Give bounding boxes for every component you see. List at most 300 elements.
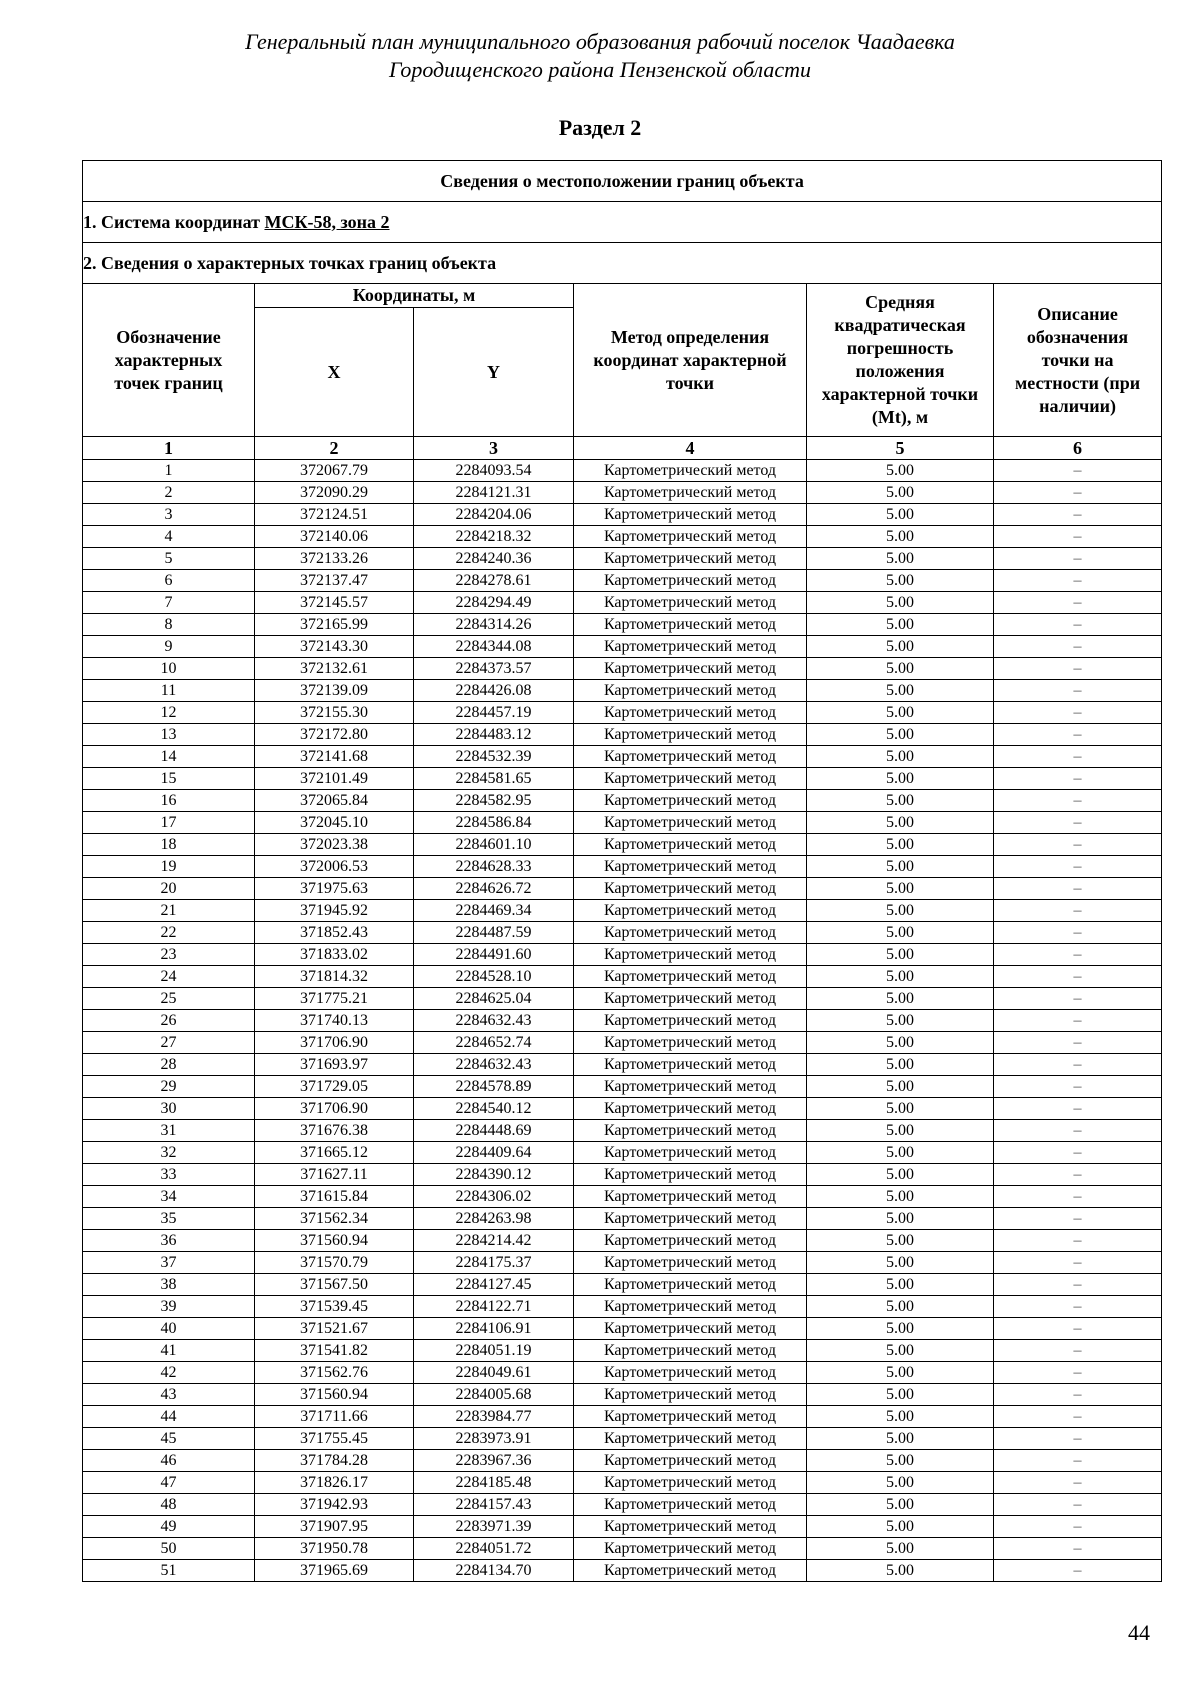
table-row xyxy=(83,988,1162,1010)
y-coordinate-cell: 2284121.31 xyxy=(414,482,574,504)
method-cell: Картометрический метод xyxy=(574,878,807,900)
table-row xyxy=(83,1472,1162,1494)
y-coordinate-cell: 2284390.12 xyxy=(414,1164,574,1186)
description-cell: – xyxy=(994,1296,1162,1318)
point-number-cell: 39 xyxy=(83,1296,255,1318)
point-number-cell: 30 xyxy=(83,1098,255,1120)
method-cell: Картометрический метод xyxy=(574,1428,807,1450)
table-row xyxy=(83,812,1162,834)
y-coordinate-cell: 2284582.95 xyxy=(414,790,574,812)
coordinate-system-value: МСК-58, зона 2 xyxy=(264,211,390,232)
error-cell: 5.00 xyxy=(807,966,994,988)
description-cell: – xyxy=(994,1252,1162,1274)
y-coordinate-cell: 2284491.60 xyxy=(414,944,574,966)
point-number-cell: 11 xyxy=(83,680,255,702)
error-cell: 5.00 xyxy=(807,548,994,570)
x-coordinate-cell: 372090.29 xyxy=(255,482,414,504)
method-cell: Картометрический метод xyxy=(574,1186,807,1208)
y-coordinate-cell: 2284483.12 xyxy=(414,724,574,746)
description-cell: – xyxy=(994,548,1162,570)
x-coordinate-cell: 371665.12 xyxy=(255,1142,414,1164)
error-cell: 5.00 xyxy=(807,1296,994,1318)
point-number-cell: 24 xyxy=(83,966,255,988)
header-line-1: Генеральный план муниципального образования рабочий поселок Чаадаевка xyxy=(245,29,955,54)
x-coordinate-cell: 372067.79 xyxy=(255,460,414,482)
error-cell: 5.00 xyxy=(807,1274,994,1296)
table-row xyxy=(83,746,1162,768)
error-cell: 5.00 xyxy=(807,1516,994,1538)
x-coordinate-cell: 371975.63 xyxy=(255,878,414,900)
description-cell: – xyxy=(994,1142,1162,1164)
error-cell: 5.00 xyxy=(807,504,994,526)
y-coordinate-cell: 2284278.61 xyxy=(414,570,574,592)
table-row xyxy=(83,1538,1162,1560)
x-coordinate-cell: 372145.57 xyxy=(255,592,414,614)
point-number-cell: 19 xyxy=(83,856,255,878)
points-heading: 2. Сведения о характерных точках границ объекта xyxy=(83,243,1162,284)
error-cell: 5.00 xyxy=(807,1010,994,1032)
x-coordinate-cell: 371706.90 xyxy=(255,1032,414,1054)
x-coordinate-cell: 372023.38 xyxy=(255,834,414,856)
table-row xyxy=(83,592,1162,614)
description-cell: – xyxy=(994,1472,1162,1494)
y-coordinate-cell: 2284426.08 xyxy=(414,680,574,702)
table-row xyxy=(83,504,1162,526)
description-cell: – xyxy=(994,1010,1162,1032)
table-row xyxy=(83,922,1162,944)
y-coordinate-cell: 2284448.69 xyxy=(414,1120,574,1142)
method-cell: Картометрический метод xyxy=(574,1120,807,1142)
table-row xyxy=(83,856,1162,878)
y-coordinate-cell: 2284628.33 xyxy=(414,856,574,878)
y-coordinate-cell: 2284632.43 xyxy=(414,1010,574,1032)
y-coordinate-cell: 2284294.49 xyxy=(414,592,574,614)
x-coordinate-cell: 371907.95 xyxy=(255,1516,414,1538)
table-row xyxy=(83,1494,1162,1516)
table-row xyxy=(83,1560,1162,1582)
point-number-cell: 36 xyxy=(83,1230,255,1252)
x-coordinate-cell: 371567.50 xyxy=(255,1274,414,1296)
y-coordinate-cell: 2284528.10 xyxy=(414,966,574,988)
table-row xyxy=(83,614,1162,636)
table-row xyxy=(83,1428,1162,1450)
table-row xyxy=(83,1032,1162,1054)
error-cell: 5.00 xyxy=(807,1098,994,1120)
point-number-cell: 49 xyxy=(83,1516,255,1538)
x-coordinate-cell: 372137.47 xyxy=(255,570,414,592)
x-coordinate-cell: 371560.94 xyxy=(255,1384,414,1406)
description-cell: – xyxy=(994,1120,1162,1142)
point-number-cell: 23 xyxy=(83,944,255,966)
table-row xyxy=(83,1076,1162,1098)
y-coordinate-cell: 2284586.84 xyxy=(414,812,574,834)
description-cell: – xyxy=(994,790,1162,812)
method-cell: Картометрический метод xyxy=(574,1274,807,1296)
method-cell: Картометрический метод xyxy=(574,790,807,812)
point-number-cell: 45 xyxy=(83,1428,255,1450)
error-cell: 5.00 xyxy=(807,1406,994,1428)
error-cell: 5.00 xyxy=(807,1208,994,1230)
y-coordinate-cell: 2284626.72 xyxy=(414,878,574,900)
x-coordinate-cell: 372124.51 xyxy=(255,504,414,526)
error-cell: 5.00 xyxy=(807,482,994,504)
method-cell: Картометрический метод xyxy=(574,1142,807,1164)
error-cell: 5.00 xyxy=(807,878,994,900)
y-coordinate-cell: 2284652.74 xyxy=(414,1032,574,1054)
method-cell: Картометрический метод xyxy=(574,746,807,768)
error-cell: 5.00 xyxy=(807,614,994,636)
y-coordinate-cell: 2284093.54 xyxy=(414,460,574,482)
description-cell: – xyxy=(994,878,1162,900)
point-number-cell: 17 xyxy=(83,812,255,834)
x-coordinate-cell: 371560.94 xyxy=(255,1230,414,1252)
method-cell: Картометрический метод xyxy=(574,988,807,1010)
column-number: 2 xyxy=(255,437,414,460)
table-row xyxy=(83,1296,1162,1318)
error-cell: 5.00 xyxy=(807,856,994,878)
method-cell: Картометрический метод xyxy=(574,1450,807,1472)
table-row xyxy=(83,1010,1162,1032)
method-cell: Картометрический метод xyxy=(574,856,807,878)
point-number-cell: 27 xyxy=(83,1032,255,1054)
table-row xyxy=(83,1230,1162,1252)
point-number-cell: 18 xyxy=(83,834,255,856)
description-cell: – xyxy=(994,1560,1162,1582)
table-title: Сведения о местоположении границ объекта xyxy=(83,161,1162,202)
y-coordinate-cell: 2284051.19 xyxy=(414,1340,574,1362)
x-coordinate-cell: 372065.84 xyxy=(255,790,414,812)
point-number-cell: 9 xyxy=(83,636,255,658)
description-cell: – xyxy=(994,1340,1162,1362)
method-cell: Картометрический метод xyxy=(574,1384,807,1406)
x-coordinate-cell: 371965.69 xyxy=(255,1560,414,1582)
y-coordinate-cell: 2284373.57 xyxy=(414,658,574,680)
y-coordinate-cell: 2284005.68 xyxy=(414,1384,574,1406)
error-cell: 5.00 xyxy=(807,526,994,548)
x-coordinate-cell: 371627.11 xyxy=(255,1164,414,1186)
method-cell: Картометрический метод xyxy=(574,680,807,702)
description-cell: – xyxy=(994,944,1162,966)
x-coordinate-cell: 372132.61 xyxy=(255,658,414,680)
x-coordinate-cell: 371711.66 xyxy=(255,1406,414,1428)
point-number-cell: 29 xyxy=(83,1076,255,1098)
document-header xyxy=(0,28,1200,84)
method-cell: Картометрический метод xyxy=(574,1054,807,1076)
x-coordinate-cell: 371945.92 xyxy=(255,900,414,922)
error-cell: 5.00 xyxy=(807,1186,994,1208)
error-cell: 5.00 xyxy=(807,570,994,592)
x-coordinate-cell: 371693.97 xyxy=(255,1054,414,1076)
point-number-cell: 40 xyxy=(83,1318,255,1340)
table-row xyxy=(83,1406,1162,1428)
table-row xyxy=(83,790,1162,812)
point-number-cell: 14 xyxy=(83,746,255,768)
error-cell: 5.00 xyxy=(807,1252,994,1274)
point-number-cell: 25 xyxy=(83,988,255,1010)
error-cell: 5.00 xyxy=(807,834,994,856)
header-description-label: Описание обозначения точки на местности (при наличии) xyxy=(1014,303,1141,416)
y-coordinate-cell: 2284487.59 xyxy=(414,922,574,944)
method-cell: Картометрический метод xyxy=(574,460,807,482)
y-coordinate-cell: 2284578.89 xyxy=(414,1076,574,1098)
method-cell: Картометрический метод xyxy=(574,1538,807,1560)
method-cell: Картометрический метод xyxy=(574,1560,807,1582)
method-cell: Картометрический метод xyxy=(574,1516,807,1538)
point-number-cell: 33 xyxy=(83,1164,255,1186)
error-cell: 5.00 xyxy=(807,988,994,1010)
column-number-row xyxy=(83,437,1162,460)
x-coordinate-cell: 371852.43 xyxy=(255,922,414,944)
y-coordinate-cell: 2283971.39 xyxy=(414,1516,574,1538)
table-row xyxy=(83,768,1162,790)
header-method-label: Метод определения координат характерной точки xyxy=(593,326,787,393)
description-cell: – xyxy=(994,1076,1162,1098)
method-cell: Картометрический метод xyxy=(574,1296,807,1318)
point-number-cell: 38 xyxy=(83,1274,255,1296)
description-cell: – xyxy=(994,1318,1162,1340)
table-row xyxy=(83,1120,1162,1142)
error-cell: 5.00 xyxy=(807,1362,994,1384)
x-coordinate-cell: 372172.80 xyxy=(255,724,414,746)
x-coordinate-cell: 371740.13 xyxy=(255,1010,414,1032)
table-row xyxy=(83,460,1162,482)
point-number-cell: 42 xyxy=(83,1362,255,1384)
table-row xyxy=(83,680,1162,702)
y-coordinate-cell: 2284457.19 xyxy=(414,702,574,724)
table-row xyxy=(83,900,1162,922)
description-cell: – xyxy=(994,658,1162,680)
table-row xyxy=(83,1340,1162,1362)
x-coordinate-cell: 371784.28 xyxy=(255,1450,414,1472)
coordinate-system-label: 1. Система координат xyxy=(83,211,265,232)
x-coordinate-cell: 372006.53 xyxy=(255,856,414,878)
point-number-cell: 50 xyxy=(83,1538,255,1560)
error-cell: 5.00 xyxy=(807,1494,994,1516)
header-x: X xyxy=(255,308,414,437)
x-coordinate-cell: 371615.84 xyxy=(255,1186,414,1208)
x-coordinate-cell: 371562.34 xyxy=(255,1208,414,1230)
description-cell: – xyxy=(994,812,1162,834)
x-coordinate-cell: 371942.93 xyxy=(255,1494,414,1516)
page-number: 44 xyxy=(1128,1620,1150,1645)
description-cell: – xyxy=(994,746,1162,768)
method-cell: Картометрический метод xyxy=(574,1208,807,1230)
x-coordinate-cell: 371676.38 xyxy=(255,1120,414,1142)
point-number-cell: 28 xyxy=(83,1054,255,1076)
method-cell: Картометрический метод xyxy=(574,1076,807,1098)
point-number-cell: 22 xyxy=(83,922,255,944)
point-number-cell: 34 xyxy=(83,1186,255,1208)
description-cell: – xyxy=(994,592,1162,614)
description-cell: – xyxy=(994,768,1162,790)
error-cell: 5.00 xyxy=(807,746,994,768)
error-cell: 5.00 xyxy=(807,1076,994,1098)
method-cell: Картометрический метод xyxy=(574,1472,807,1494)
y-coordinate-cell: 2284122.71 xyxy=(414,1296,574,1318)
x-coordinate-cell: 371570.79 xyxy=(255,1252,414,1274)
method-cell: Картометрический метод xyxy=(574,812,807,834)
y-coordinate-cell: 2284051.72 xyxy=(414,1538,574,1560)
column-number: 1 xyxy=(83,437,255,460)
point-number-cell: 48 xyxy=(83,1494,255,1516)
point-number-cell: 8 xyxy=(83,614,255,636)
coordinate-system-row xyxy=(83,202,1162,243)
x-coordinate-cell: 371814.32 xyxy=(255,966,414,988)
table-row xyxy=(83,658,1162,680)
error-cell: 5.00 xyxy=(807,944,994,966)
point-number-cell: 6 xyxy=(83,570,255,592)
description-cell: – xyxy=(994,1032,1162,1054)
method-cell: Картометрический метод xyxy=(574,900,807,922)
description-cell: – xyxy=(994,526,1162,548)
y-coordinate-cell: 2284106.91 xyxy=(414,1318,574,1340)
x-coordinate-cell: 372143.30 xyxy=(255,636,414,658)
point-number-cell: 32 xyxy=(83,1142,255,1164)
table-row xyxy=(83,1098,1162,1120)
method-cell: Картометрический метод xyxy=(574,702,807,724)
x-coordinate-cell: 372155.30 xyxy=(255,702,414,724)
point-number-cell: 44 xyxy=(83,1406,255,1428)
x-coordinate-cell: 372101.49 xyxy=(255,768,414,790)
method-cell: Картометрический метод xyxy=(574,768,807,790)
error-cell: 5.00 xyxy=(807,900,994,922)
method-cell: Картометрический метод xyxy=(574,834,807,856)
x-coordinate-cell: 372133.26 xyxy=(255,548,414,570)
error-cell: 5.00 xyxy=(807,460,994,482)
table-row xyxy=(83,878,1162,900)
point-number-cell: 5 xyxy=(83,548,255,570)
error-cell: 5.00 xyxy=(807,1054,994,1076)
table-row xyxy=(83,526,1162,548)
y-coordinate-cell: 2283973.91 xyxy=(414,1428,574,1450)
point-number-cell: 41 xyxy=(83,1340,255,1362)
y-coordinate-cell: 2284157.43 xyxy=(414,1494,574,1516)
description-cell: – xyxy=(994,988,1162,1010)
method-cell: Картометрический метод xyxy=(574,658,807,680)
error-cell: 5.00 xyxy=(807,702,994,724)
y-coordinate-cell: 2284134.70 xyxy=(414,1560,574,1582)
method-cell: Картометрический метод xyxy=(574,1406,807,1428)
x-coordinate-cell: 372165.99 xyxy=(255,614,414,636)
y-coordinate-cell: 2284532.39 xyxy=(414,746,574,768)
y-coordinate-cell: 2284344.08 xyxy=(414,636,574,658)
error-cell: 5.00 xyxy=(807,1450,994,1472)
y-coordinate-cell: 2284049.61 xyxy=(414,1362,574,1384)
method-cell: Картометрический метод xyxy=(574,1252,807,1274)
error-cell: 5.00 xyxy=(807,636,994,658)
table-row xyxy=(83,944,1162,966)
x-coordinate-cell: 371950.78 xyxy=(255,1538,414,1560)
table-row xyxy=(83,1252,1162,1274)
point-number-cell: 31 xyxy=(83,1120,255,1142)
x-coordinate-cell: 371706.90 xyxy=(255,1098,414,1120)
y-coordinate-cell: 2284214.42 xyxy=(414,1230,574,1252)
table-row xyxy=(83,636,1162,658)
point-number-cell: 37 xyxy=(83,1252,255,1274)
column-number: 6 xyxy=(994,437,1162,460)
description-cell: – xyxy=(994,1538,1162,1560)
description-cell: – xyxy=(994,1428,1162,1450)
y-coordinate-cell: 2284185.48 xyxy=(414,1472,574,1494)
error-cell: 5.00 xyxy=(807,1032,994,1054)
x-coordinate-cell: 372140.06 xyxy=(255,526,414,548)
description-cell: – xyxy=(994,1516,1162,1538)
point-number-cell: 47 xyxy=(83,1472,255,1494)
method-cell: Картометрический метод xyxy=(574,1010,807,1032)
point-number-cell: 20 xyxy=(83,878,255,900)
y-coordinate-cell: 2284469.34 xyxy=(414,900,574,922)
point-number-cell: 46 xyxy=(83,1450,255,1472)
error-cell: 5.00 xyxy=(807,1340,994,1362)
description-cell: – xyxy=(994,1208,1162,1230)
table-row xyxy=(83,1274,1162,1296)
table-row xyxy=(83,570,1162,592)
point-number-cell: 2 xyxy=(83,482,255,504)
error-cell: 5.00 xyxy=(807,922,994,944)
y-coordinate-cell: 2284175.37 xyxy=(414,1252,574,1274)
table-row xyxy=(83,702,1162,724)
error-cell: 5.00 xyxy=(807,1384,994,1406)
method-cell: Картометрический метод xyxy=(574,724,807,746)
method-cell: Картометрический метод xyxy=(574,922,807,944)
point-number-cell: 26 xyxy=(83,1010,255,1032)
section-title: Раздел 2 xyxy=(558,115,642,140)
x-coordinate-cell: 371539.45 xyxy=(255,1296,414,1318)
method-cell: Картометрический метод xyxy=(574,548,807,570)
error-cell: 5.00 xyxy=(807,1428,994,1450)
header-line-2: Городищенского района Пензенской области xyxy=(388,57,812,82)
y-coordinate-cell: 2283984.77 xyxy=(414,1406,574,1428)
point-number-cell: 51 xyxy=(83,1560,255,1582)
method-cell: Картометрический метод xyxy=(574,1340,807,1362)
y-coordinate-cell: 2284409.64 xyxy=(414,1142,574,1164)
error-cell: 5.00 xyxy=(807,1142,994,1164)
y-coordinate-cell: 2284218.32 xyxy=(414,526,574,548)
description-cell: – xyxy=(994,504,1162,526)
description-cell: – xyxy=(994,1362,1162,1384)
table-row xyxy=(83,1450,1162,1472)
point-number-cell: 35 xyxy=(83,1208,255,1230)
column-number: 5 xyxy=(807,437,994,460)
y-coordinate-cell: 2284625.04 xyxy=(414,988,574,1010)
method-cell: Картометрический метод xyxy=(574,504,807,526)
header-y: Y xyxy=(414,308,574,437)
method-cell: Картометрический метод xyxy=(574,526,807,548)
header-coords: Координаты, м xyxy=(255,284,574,308)
point-number-cell: 1 xyxy=(83,460,255,482)
y-coordinate-cell: 2283967.36 xyxy=(414,1450,574,1472)
error-cell: 5.00 xyxy=(807,1560,994,1582)
description-cell: – xyxy=(994,614,1162,636)
description-cell: – xyxy=(994,482,1162,504)
y-coordinate-cell: 2284601.10 xyxy=(414,834,574,856)
description-cell: – xyxy=(994,1054,1162,1076)
description-cell: – xyxy=(994,680,1162,702)
table-row xyxy=(83,1208,1162,1230)
point-number-cell: 43 xyxy=(83,1384,255,1406)
method-cell: Картометрический метод xyxy=(574,1362,807,1384)
point-number-cell: 13 xyxy=(83,724,255,746)
y-coordinate-cell: 2284240.36 xyxy=(414,548,574,570)
description-cell: – xyxy=(994,1450,1162,1472)
error-cell: 5.00 xyxy=(807,680,994,702)
point-number-cell: 21 xyxy=(83,900,255,922)
point-number-cell: 7 xyxy=(83,592,255,614)
description-cell: – xyxy=(994,570,1162,592)
x-coordinate-cell: 371541.82 xyxy=(255,1340,414,1362)
point-number-cell: 15 xyxy=(83,768,255,790)
header-method xyxy=(574,284,807,437)
